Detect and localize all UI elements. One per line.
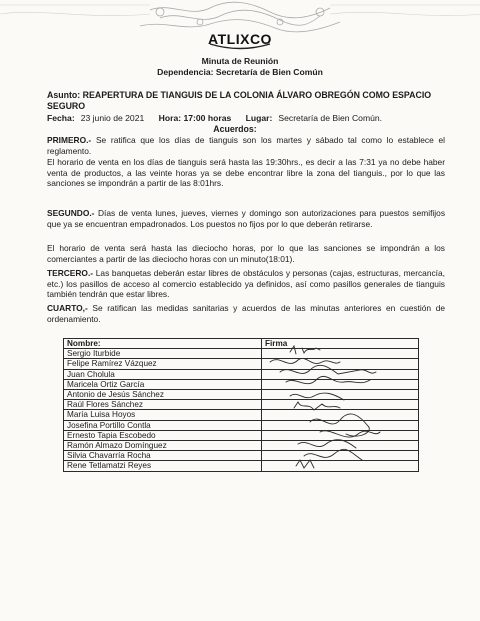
attendee-name: María Luisa Hoyos <box>64 410 262 420</box>
col-nombre-header: Nombre: <box>64 339 262 349</box>
banner-pattern <box>140 2 340 32</box>
acuerdo-cuarto <box>47 303 445 324</box>
ornamental-banner <box>0 0 480 58</box>
segundo-text-2: El horario de venta será hasta las dieciocho horas, por lo que las sanciones se impondrán a los comerciantes a partir de las dieciocho horas con un minuto(18:01). <box>47 243 445 264</box>
col-firma-header: Firma <box>262 339 419 349</box>
attendee-name: Ernesto Tapia Escobedo <box>64 430 262 440</box>
atlixco-logo: ATLIXCO <box>208 31 272 47</box>
cuarto-label: CUARTO,- <box>47 303 88 313</box>
attendee-name: Maricela Ortiz García <box>64 379 262 389</box>
meta-line <box>47 113 457 123</box>
attendee-name: Sergio Iturbide <box>64 349 262 359</box>
primero-text: Se ratifica que los días de tianguis son los martes y sábado tal como lo establece el reglamento. <box>47 135 446 156</box>
handwritten-signatures <box>250 340 430 500</box>
signature-6 <box>294 402 340 410</box>
tercero-text: Las banquetas deberán estar libres de obstáculos y personas (cajas, estructuras, mercancía, etc.) los pasillos de acceso al comercio establecido ya definidos, así como pasillos generales de tianguis también tendrán que estar libres. <box>47 268 445 300</box>
dependencia-line: Dependencia: Secretaría de Bien Común <box>157 67 323 77</box>
signature-9 <box>298 440 356 448</box>
acuerdo-tercero <box>47 268 445 300</box>
lugar-label: Lugar: <box>245 113 273 123</box>
signature-4 <box>286 376 370 383</box>
acuerdo-primero <box>47 135 445 156</box>
attendee-name: Silvia Chavarría Rocha <box>64 451 262 461</box>
attendee-name: Josefina Portillo Contla <box>64 420 262 430</box>
banner-ornament-right <box>330 5 480 16</box>
attendee-name: Rene Tetlamatzi Reyes <box>64 461 262 471</box>
hora-line: Hora: 17:00 horas <box>158 113 232 123</box>
acuerdos-title: Acuerdos: <box>213 124 257 134</box>
signature-11 <box>296 460 314 468</box>
segundo-text: Días de venta lunes, jueves, viernes y domingo son autorizaciones para puestos semifijos que ya se encuentran empadronados. Los puestos no fijos por lo que deberán retirarse. <box>47 208 446 229</box>
segundo-label: SEGUNDO.- <box>47 208 95 218</box>
fecha-label: Fecha: <box>47 113 75 123</box>
cuarto-text: Se ratifican las medidas sanitarias y acuerdos de las minutas anteriores en cuestión de ordenamiento. <box>47 303 446 324</box>
attendee-name: Raúl Flores Sánchez <box>64 400 262 410</box>
primero-label: PRIMERO.- <box>47 135 92 145</box>
banner-ornament-left <box>0 5 150 16</box>
tercero-label: TERCERO.- <box>47 268 94 278</box>
attendee-name: Antonio de Jesús Sánchez <box>64 390 262 400</box>
signature-5 <box>290 393 344 400</box>
attendee-name: Felipe Ramírez Vázquez <box>64 359 262 369</box>
minuta-title: Minuta de Reunión <box>201 56 279 66</box>
primero-text-2: El horario de venta en los días de tianguis será hasta las 19:30hrs., es decir a las 7:31 ya no debe haber venta de productos, a las veinte horas ya se debe encontrar libre la zona del tianguis., por lo que las sanciones se impondrán a partir de las 8:01hrs. <box>47 157 445 189</box>
asunto-line: Asunto: REAPERTURA DE TIANGUIS DE LA COLONIA ÁLVARO OBREGÓN COMO ESPACIO SEGURO <box>47 90 432 111</box>
signature-1 <box>290 346 320 354</box>
acuerdo-segundo <box>47 208 445 229</box>
attendee-name: Juan Cholula <box>64 369 262 379</box>
fecha-value: 23 junio de 2021 <box>80 113 145 123</box>
lugar-value: Secretaría de Bien Común. <box>278 113 383 123</box>
signature-2 <box>270 358 340 363</box>
attendee-name: Ramón Almazo Domínguez <box>64 441 262 451</box>
signature-3 <box>280 365 376 374</box>
signature-8 <box>320 431 380 437</box>
signature-10 <box>304 449 362 460</box>
